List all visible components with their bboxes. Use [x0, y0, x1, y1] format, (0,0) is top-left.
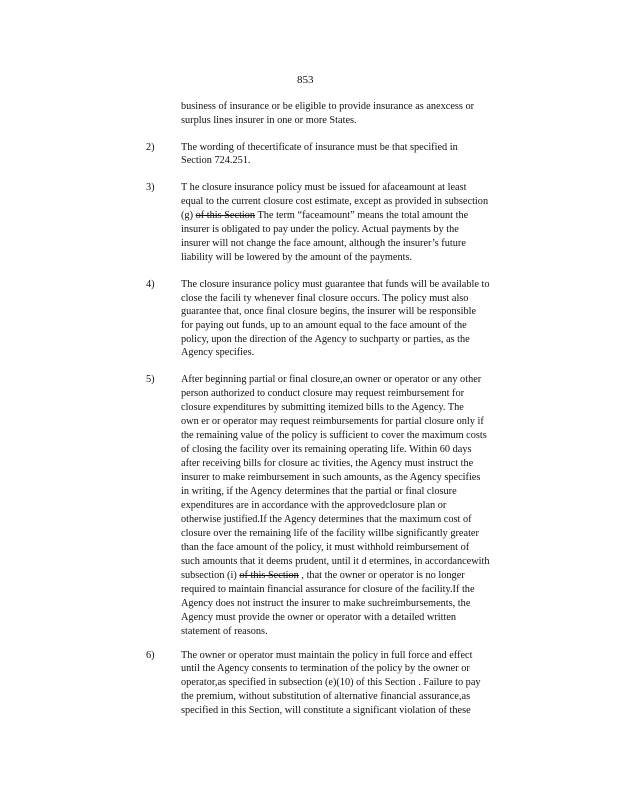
text-line: until the Agency consents to termination of the policy by the owner or	[181, 663, 470, 674]
text-line: specified in this Section, will constitute a significant violation of these	[181, 705, 471, 716]
text-line: operator,as specified in subsection (e)(10) of this Section . Failure to pay	[181, 677, 481, 688]
text-line: than the face amount of the policy, it must withhold reimbursement of	[181, 542, 470, 553]
text-line: Agency does not instruct the insurer to make suchreimbursements, the	[181, 598, 471, 609]
paragraph-number: 3)	[146, 182, 155, 193]
struck-text: of this Section	[195, 210, 256, 221]
text-line: The closure insurance policy must guarantee that funds will be available to	[181, 279, 490, 290]
text-line: for paying out funds, up to an amount equal to the face amount of the	[181, 320, 467, 331]
text-line: such amounts that it deems prudent, until it d etermines, in accordancewith	[181, 556, 490, 567]
text-fragment: , that the owner or operator is no longer	[298, 570, 465, 581]
text-line: in writing, if the Agency determines that the partial or final closure	[181, 486, 457, 497]
text-line: Agency specifies.	[181, 347, 255, 358]
text-line	[181, 570, 465, 582]
text-line: statement of reasons.	[181, 626, 268, 637]
paragraph-number: 5)	[146, 374, 155, 385]
text-line: close the facili ty whenever final closure occurs. The policy must also	[181, 293, 469, 304]
text-line: The owner or operator must maintain the policy in full force and effect	[181, 650, 473, 661]
text-fragment: (g)	[181, 210, 196, 221]
text-line: the remaining value of the policy is sufficient to cover the maximum costs	[181, 430, 487, 441]
text-line: guarantee that, once final closure begins, the insurer will be responsible	[181, 306, 477, 317]
text-line: insurer to make reimbursement in such amounts, as the Agency specifies	[181, 472, 481, 483]
text-line	[181, 210, 468, 222]
text-line: policy, upon the direction of the Agency to suchparty or parties, as the	[181, 334, 470, 345]
text-line: required to maintain financial assurance for closure of the facility.If the	[181, 584, 475, 595]
text-line: surplus lines insurer in one or more States.	[181, 115, 357, 126]
text-line: after receiving bills for closure ac tivities, the Agency must instruct the	[181, 458, 474, 469]
text-line: Agency must provide the owner or operator with a detailed written	[181, 612, 457, 623]
text-line: of closing the facility over its remaining operating life. Within 60 days	[181, 444, 472, 455]
text-line: The wording of thecertificate of insurance must be that specified in	[181, 142, 458, 153]
text-line: T he closure insurance policy must be issued for afaceamount at least	[181, 182, 467, 193]
text-line: closure over the remaining life of the facility willbe significantly greater	[181, 528, 479, 539]
paragraph-number: 4)	[146, 279, 155, 290]
text-line: person authorized to conduct closure may request reimbursement for	[181, 388, 465, 399]
text-line: the premium, without substitution of alternative financial assurance,as	[181, 691, 471, 702]
paragraph-number: 6)	[146, 650, 155, 661]
text-line: liability will be lowered by the amount of the payments.	[181, 252, 413, 263]
text-fragment: subsection (i)	[181, 570, 240, 581]
text-line: equal to the current closure cost estimate, except as provided in subsection	[181, 196, 489, 207]
text-line: closure expenditures by submitting itemized bills to the Agency. The	[181, 402, 464, 413]
text-line: business of insurance or be eligible to provide insurance as anexcess or	[181, 101, 475, 112]
text-line: expenditures are in accordance with the approvedclosure plan or	[181, 500, 447, 511]
text-line: otherwise justified.If the Agency determines that the maximum cost of	[181, 514, 472, 525]
text-line: own er or operator may request reimbursements for partial closure only if	[181, 416, 484, 427]
text-line: insurer will not change the face amount, although the insurer’s future	[181, 238, 466, 249]
page-number: 853	[297, 74, 314, 86]
text-fragment: The term “faceamount” means the total amount the	[255, 210, 469, 221]
struck-text: of this Section	[239, 570, 299, 581]
text-line: After beginning partial or final closure,an owner or operator or any other	[181, 374, 482, 385]
text-line: insurer is obligated to pay under the policy. Actual payments by the	[181, 224, 459, 235]
paragraph-number: 2)	[146, 142, 155, 153]
text-line: Section 724.251.	[181, 155, 251, 166]
